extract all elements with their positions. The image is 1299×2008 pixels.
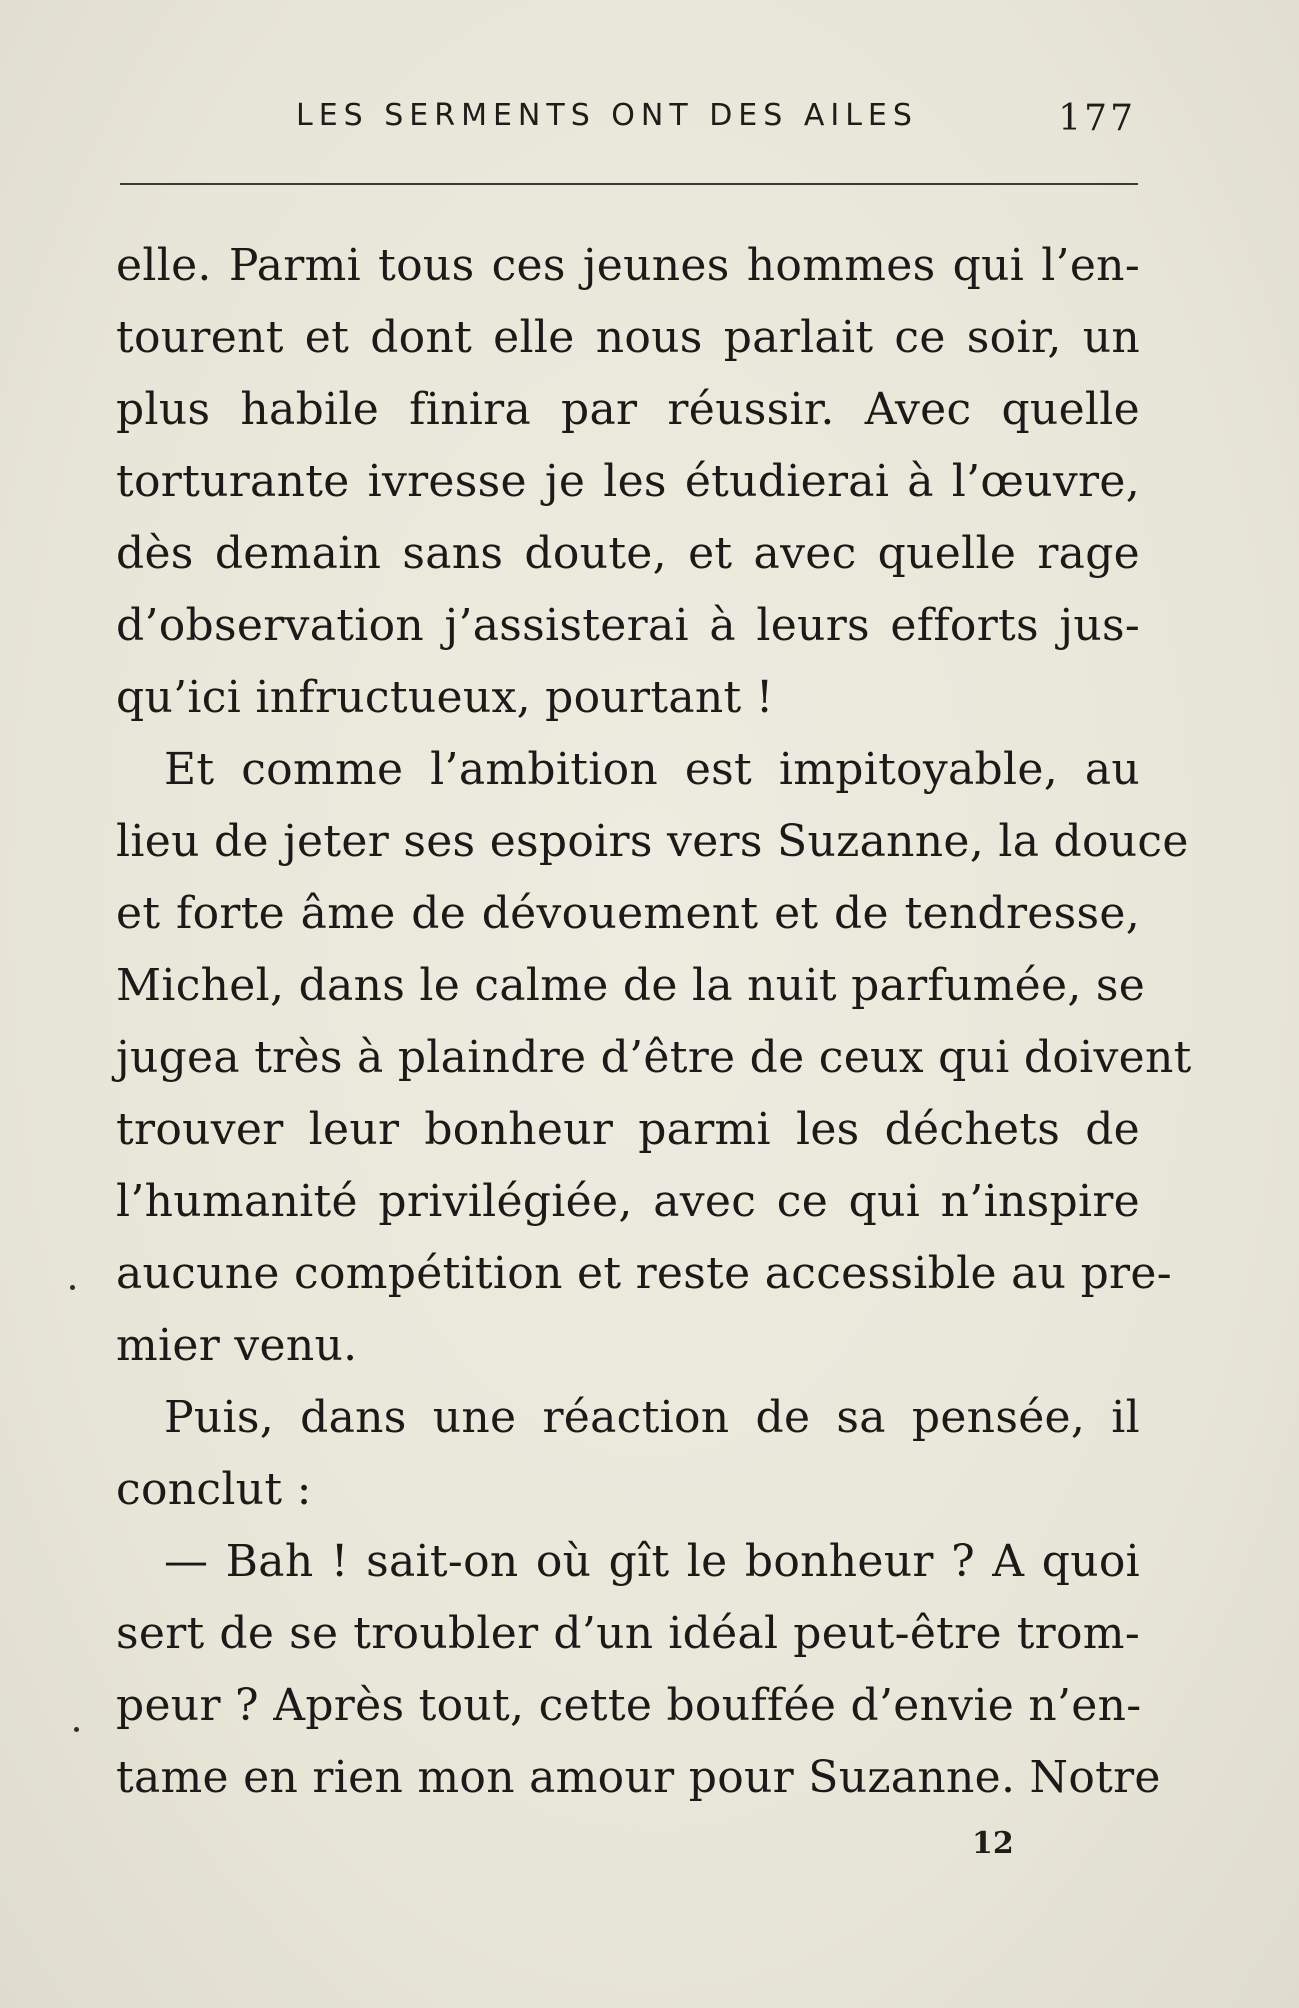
text-line: lieu de jeter ses espoirs vers Suzanne, la douce: [116, 816, 1189, 867]
text-line: mier venu.: [116, 1320, 358, 1371]
page-header: [116, 98, 1136, 148]
text-line: jugea très à plaindre d’être de ceux qui doivent: [116, 1032, 1192, 1083]
running-title: LES SERMENTS ONT DES AILES: [296, 98, 918, 133]
header-rule: [120, 183, 1138, 185]
signature-mark: 12: [972, 1826, 1014, 1861]
text-line: Puis, dans une réaction de sa pensée, il: [164, 1392, 1140, 1443]
text-line: — Bah ! sait-on où gît le bonheur ? A quoi: [164, 1536, 1140, 1587]
page-number: 177: [1058, 98, 1136, 139]
paper-speck: [70, 1285, 75, 1290]
text-line: tourent et dont elle nous parlait ce soir, un: [116, 312, 1140, 363]
text-line: Et comme l’ambition est impitoyable, au: [164, 744, 1140, 795]
body-text: [116, 230, 1192, 1814]
text-line: l’humanité privilégiée, avec ce qui n’inspire: [116, 1176, 1140, 1227]
text-line: trouver leur bonheur parmi les déchets de: [116, 1104, 1140, 1155]
text-line: Michel, dans le calme de la nuit parfumée, se: [116, 960, 1146, 1011]
text-line: aucune compétition et reste accessible au pre-: [116, 1248, 1172, 1299]
text-line: qu’ici infructueux, pourtant !: [116, 672, 774, 723]
text-line: conclut :: [116, 1464, 312, 1515]
text-line: peur ? Après tout, cette bouffée d’envie n’en-: [116, 1680, 1142, 1731]
text-line: et forte âme de dévouement et de tendresse,: [116, 888, 1140, 939]
text-line: dès demain sans doute, et avec quelle rage: [116, 528, 1140, 579]
text-line: tame en rien mon amour pour Suzanne. Notre: [116, 1752, 1161, 1803]
text-line: elle. Parmi tous ces jeunes hommes qui l’en-: [116, 240, 1140, 291]
paper-speck: [74, 1727, 79, 1732]
text-line: d’observation j’assisterai à leurs efforts jus-: [116, 600, 1140, 651]
text-line: sert de se troubler d’un idéal peut-être trom-: [116, 1608, 1140, 1659]
text-line: torturante ivresse je les étudierai à l’œuvre,: [116, 456, 1140, 507]
text-line: plus habile finira par réussir. Avec quelle: [116, 384, 1140, 435]
